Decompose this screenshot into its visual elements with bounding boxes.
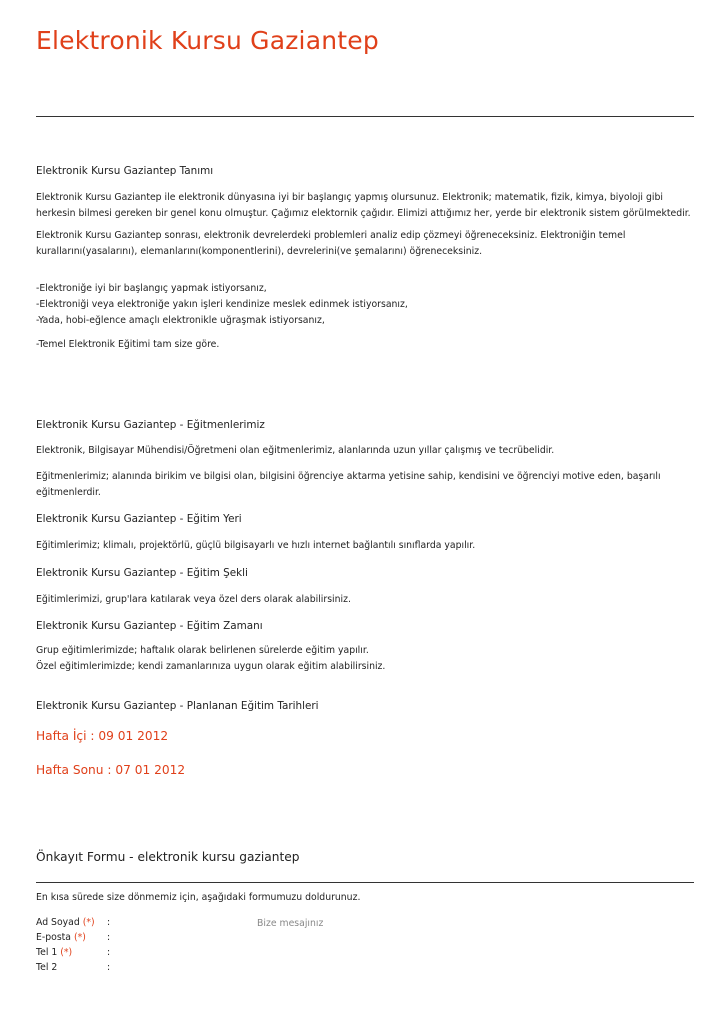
- intro-p2-line2: kurallarını(yasalarını), elemanlarını(komponentlerini), devrelerini(ve şemalarını) öğreneceksiniz.: [36, 246, 483, 257]
- field-label-phone2: Tel 2: [36, 962, 58, 973]
- field-colon: :: [107, 932, 111, 943]
- list-item: -Yada, hobi-eğlence amaçlı elektronikle uğraşmak istiyorsanız,: [36, 315, 325, 326]
- intro-p2-line1: Elektronik Kursu Gaziantep sonrası, elektronik devrelerdeki problemleri analiz edip çözmeyi öğreneceksiniz. Elektroniğin temel: [36, 230, 626, 241]
- list-item: -Elektroniği veya elektroniğe yakın işleri kendinize meslek edinmek istiyorsanız,: [36, 299, 408, 310]
- field-colon: :: [107, 947, 111, 958]
- intro-paragraph-2: [36, 228, 696, 260]
- required-mark: (*): [82, 917, 95, 928]
- field-label-phone1: Tel 1 (*): [36, 947, 73, 958]
- field-label-email: E-posta (*): [36, 932, 86, 943]
- section-heading-dates: Elektronik Kursu Gaziantep - Planlanan Eğitim Tarihleri: [36, 700, 319, 712]
- preregistration-form-title: Önkayıt Formu - elektronik kursu gaziantep: [36, 850, 300, 864]
- form-intro: En kısa sürede size dönmemiz için, aşağıdaki formumuzu doldurunuz.: [36, 892, 361, 903]
- intro-p1-line1: Elektronik Kursu Gaziantep ile elektronik dünyasına iyi bir başlangıç yapmış olursunuz. Elektronik; matematik, fizik, kimya, biyoloji gibi: [36, 192, 663, 203]
- place-text: Eğitimlerimiz; klimalı, projektörlü, güçlü bilgisayarlı ve hızlı internet bağlantılı sınıflarda yapılır.: [36, 540, 476, 551]
- section-heading-place: Elektronik Kursu Gaziantep - Eğitim Yeri: [36, 513, 242, 525]
- weekend-date: Hafta Sonu : 07 01 2012: [36, 763, 186, 777]
- required-mark: (*): [60, 947, 73, 958]
- teachers-p2-line2: eğitmenlerdir.: [36, 487, 101, 498]
- intro-list: [36, 281, 696, 329]
- weekday-date: Hafta İçi : 09 01 2012: [36, 729, 169, 743]
- field-colon: :: [107, 962, 111, 973]
- field-label-name: Ad Soyad (*): [36, 917, 95, 928]
- title-divider: [36, 116, 694, 117]
- section-heading-form: Elektronik Kursu Gaziantep - Eğitim Şekli: [36, 567, 248, 579]
- section-heading-time: Elektronik Kursu Gaziantep - Eğitim Zamanı: [36, 620, 263, 632]
- teachers-p2-line1: Eğitmenlerimiz; alanında birikim ve bilgisi olan, bilgisini öğrenciye aktarma yetisine sahip, kendisini ve öğrenciyi motive eden, başarılı: [36, 471, 661, 482]
- list-item: -Elektroniğe iyi bir başlangıç yapmak istiyorsanız,: [36, 283, 267, 294]
- time-line2: Özel eğitimlerimizde; kendi zamanlarınıza uygun olarak eğitim alabilirsiniz.: [36, 661, 386, 672]
- form-divider: [36, 882, 694, 883]
- intro-paragraph-1: [36, 190, 696, 222]
- section-heading-teachers: Elektronik Kursu Gaziantep - Eğitmenlerimiz: [36, 419, 265, 431]
- field-colon: :: [107, 917, 111, 928]
- time-line1: Grup eğitimlerimizde; haftalık olarak belirlenen sürelerde eğitim yapılır.: [36, 645, 369, 656]
- intro-conclusion: -Temel Elektronik Eğitimi tam size göre.: [36, 339, 220, 350]
- page-title: Elektronik Kursu Gaziantep: [36, 26, 379, 55]
- teachers-paragraph-1: Elektronik, Bilgisayar Mühendisi/Öğretmeni olan eğitmenlerimiz, alanlarında uzun yıllar çalışmış ve tecrübelidir.: [36, 445, 555, 456]
- intro-p1-line2: herkesin bilmesi gereken bir genel konu olmuştur. Çağımız elektornik çağıdır. Elimizi attığımız her, yerde bir elektronik sistem görülmektedir.: [36, 208, 691, 219]
- teachers-paragraph-2: [36, 469, 696, 501]
- form-of-text: Eğitimlerimizi, grup'lara katılarak veya özel ders olarak alabilirsiniz.: [36, 594, 351, 605]
- section-heading-definition: Elektronik Kursu Gaziantep Tanımı: [36, 165, 214, 177]
- required-mark: (*): [73, 932, 86, 943]
- message-label[interactable]: Bize mesajınız: [257, 918, 324, 929]
- time-text: [36, 643, 696, 675]
